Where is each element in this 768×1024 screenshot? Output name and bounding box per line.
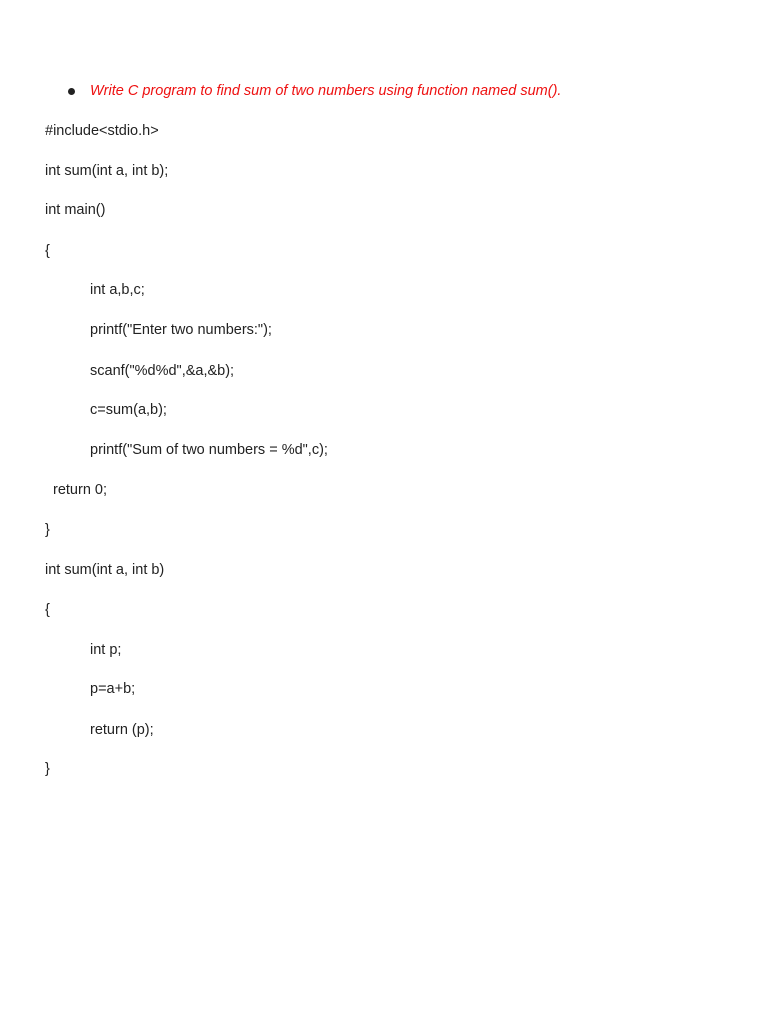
question-heading: Write C program to find sum of two numbers using function named sum(). (90, 83, 562, 99)
code-line: int sum(int a, int b); (45, 163, 169, 179)
heading-bullet-item (68, 81, 561, 101)
code-line: { (45, 243, 50, 259)
code-line: int p; (90, 642, 122, 658)
code-line: printf("Enter two numbers:"); (90, 322, 272, 338)
code-line: int main() (45, 202, 106, 218)
bullet-icon (68, 88, 75, 95)
code-line: c=sum(a,b); (90, 402, 167, 418)
code-line: printf("Sum of two numbers = %d",c); (90, 442, 328, 458)
code-line: return (p); (90, 722, 154, 738)
code-line: scanf("%d%d",&a,&b); (90, 363, 235, 379)
code-line: return 0; (53, 482, 107, 498)
code-line: } (45, 761, 50, 777)
code-line: int sum(int a, int b) (45, 562, 165, 578)
code-line: int a,b,c; (90, 282, 145, 298)
code-line: } (45, 522, 50, 538)
code-line: #include<stdio.h> (45, 123, 159, 139)
code-line: { (45, 602, 50, 618)
code-line: p=a+b; (90, 681, 136, 697)
